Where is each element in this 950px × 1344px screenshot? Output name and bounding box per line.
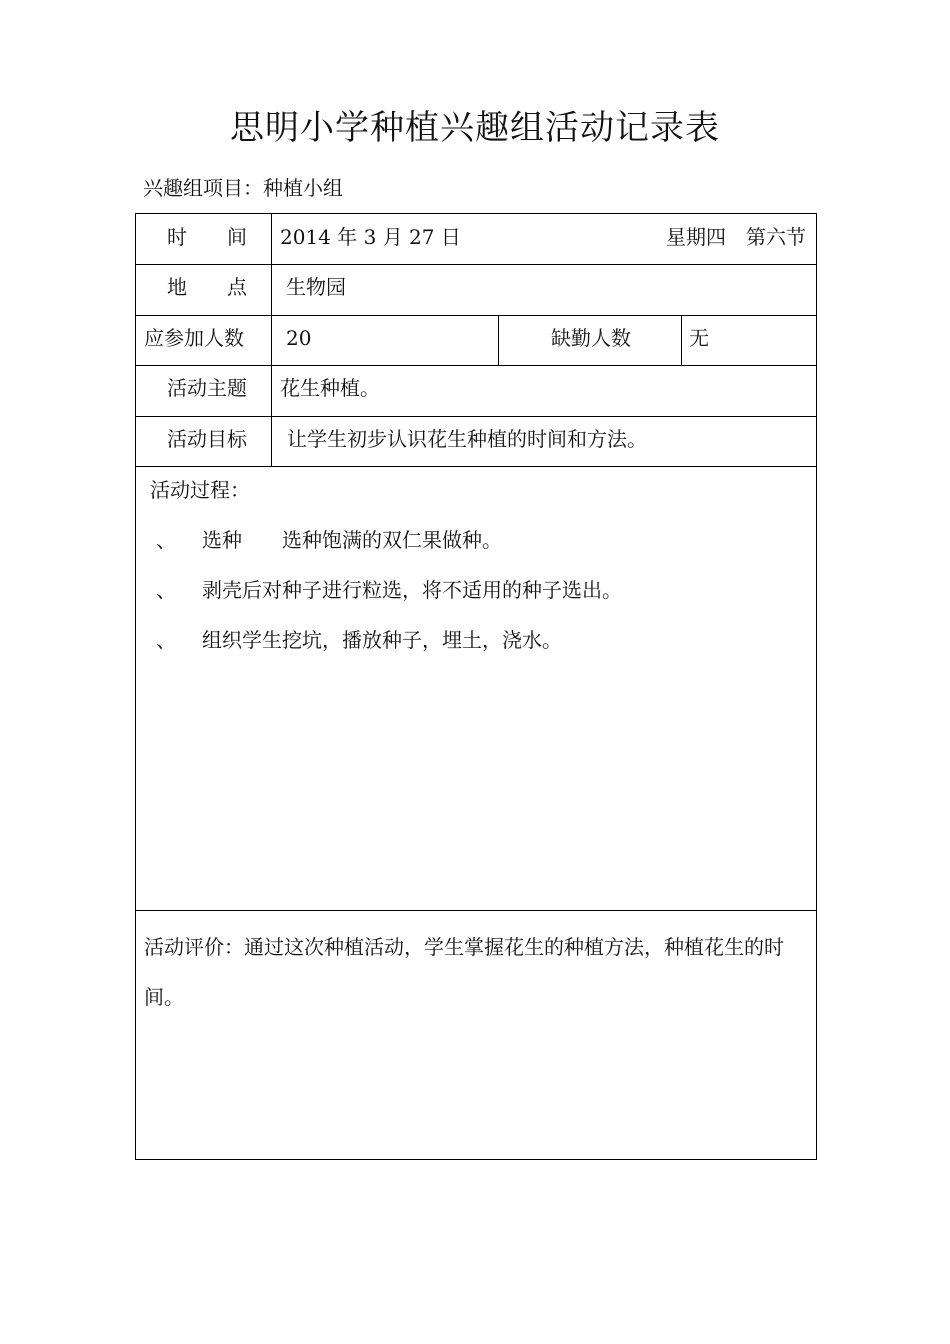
project-line: 兴趣组项目：种植小组: [143, 176, 343, 200]
date-value: 2014 年 3 月 27 日: [280, 225, 461, 249]
cell-divider: [498, 315, 499, 365]
expected-count-label: 应参加人数: [144, 326, 244, 350]
row-divider: [136, 365, 816, 366]
step-text: 组织学生挖坑，播放种子，埋土，浇水。: [202, 628, 562, 652]
step-mark: 、: [156, 578, 176, 602]
row-divider: [136, 416, 816, 417]
row-divider: [136, 466, 816, 467]
step-mark: 、: [156, 628, 176, 652]
theme-value: 花生种植。: [280, 376, 380, 400]
absent-count-label: 缺勤人数: [551, 326, 631, 350]
absent-count-value: 无: [689, 326, 709, 350]
place-value: 生物园: [286, 275, 346, 299]
row-divider: [136, 264, 816, 265]
process-step: [156, 630, 796, 654]
time-label: 时 间: [167, 225, 247, 249]
step-mark: 、: [156, 528, 176, 552]
row-divider: [136, 315, 816, 316]
theme-label: 活动主题: [167, 376, 247, 400]
goal-value: 让学生初步认识花生种植的时间和方法。: [287, 427, 647, 451]
label-column-divider: [271, 214, 272, 466]
evaluation-text: 活动评价：通过这次种植活动，学生掌握花生的种植方法，种植花生的时间。: [144, 935, 784, 1009]
page-title: 思明小学种植兴趣组活动记录表: [230, 108, 720, 148]
step-text: 剥壳后对种子进行粒选，将不适用的种子选出。: [202, 578, 622, 602]
cell-divider: [681, 315, 682, 365]
weekday-period-value: 星期四 第六节: [666, 225, 806, 249]
process-heading: 活动过程：: [150, 478, 250, 502]
record-table: [135, 213, 817, 1160]
process-step: [156, 580, 796, 604]
process-step: [156, 530, 796, 554]
place-label: 地 点: [167, 275, 247, 299]
goal-label: 活动目标: [167, 427, 247, 451]
step-text: 选种 选种饱满的双仁果做种。: [202, 528, 502, 552]
expected-count-value: 20: [286, 326, 312, 350]
row-divider: [136, 910, 816, 911]
